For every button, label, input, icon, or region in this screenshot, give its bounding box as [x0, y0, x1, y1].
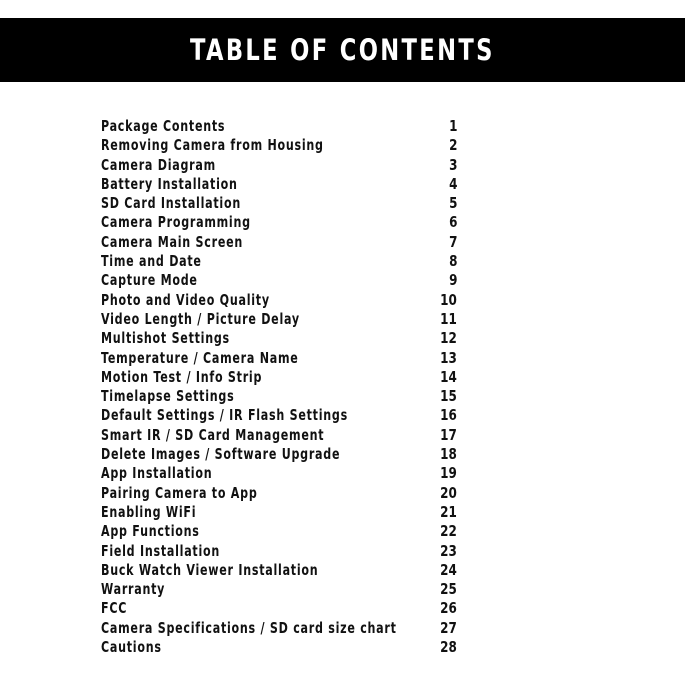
toc-entry-label: Capture Mode — [101, 271, 198, 290]
toc-entry-page-number: 17 — [440, 425, 457, 444]
page-title: TABLE OF CONTENTS — [190, 33, 495, 67]
toc-entry — [101, 561, 481, 580]
toc-entry-page-number: 22 — [440, 522, 457, 541]
toc-entry-label: FCC — [101, 599, 128, 618]
toc-entry-label: Video Length / Picture Delay — [101, 309, 300, 328]
toc-entry-label: App Functions — [101, 522, 200, 541]
toc-entry-page-number: 3 — [448, 155, 457, 174]
toc-entry-page-number: 11 — [440, 309, 457, 328]
toc-entry — [101, 252, 481, 271]
toc-entry-page-number: 5 — [448, 194, 457, 213]
toc-entry-label: Motion Test / Info Strip — [101, 367, 263, 386]
toc-entry — [101, 117, 481, 136]
toc-entry-page-number: 27 — [440, 618, 457, 637]
toc-entry-page-number: 28 — [440, 638, 457, 657]
toc-entry-page-number: 26 — [440, 599, 457, 618]
toc-entry-label: Camera Main Screen — [101, 232, 243, 251]
toc-entry — [101, 599, 481, 618]
toc-entry — [101, 387, 481, 406]
toc-entry-label: Camera Diagram — [101, 155, 216, 174]
toc-entry-label: Default Settings / IR Flash Settings — [101, 406, 348, 425]
toc-entry-page-number: 19 — [440, 464, 457, 483]
toc-entry-page-number: 9 — [448, 271, 457, 290]
toc-entry — [101, 291, 481, 310]
toc-entry-page-number: 25 — [440, 580, 457, 599]
toc-entry — [101, 233, 481, 252]
toc-entry-label: Removing Camera from Housing — [101, 136, 324, 155]
toc-entry-page-number: 12 — [440, 329, 457, 348]
toc-entry — [101, 136, 481, 155]
toc-entry — [101, 368, 481, 387]
toc-entry-page-number: 7 — [448, 232, 457, 251]
toc-entry-label: Photo and Video Quality — [101, 290, 270, 309]
toc-entry — [101, 484, 481, 503]
toc-entry — [101, 464, 481, 483]
toc-entry-page-number: 4 — [448, 174, 457, 193]
toc-entry — [101, 329, 481, 348]
toc-entry-label: SD Card Installation — [101, 194, 241, 213]
toc-entry — [101, 522, 481, 541]
toc-entry-page-number: 15 — [440, 387, 457, 406]
title-banner — [0, 18, 685, 82]
toc-entry — [101, 213, 481, 232]
toc-entry — [101, 426, 481, 445]
toc-entry-label: Battery Installation — [101, 174, 238, 193]
toc-entry-label: Camera Programming — [101, 213, 251, 232]
toc-entry-label: Multishot Settings — [101, 329, 230, 348]
toc-entry — [101, 271, 481, 290]
toc-entry-label: Timelapse Settings — [101, 387, 235, 406]
toc-entry-page-number: 14 — [440, 367, 457, 386]
toc-entry-label: App Installation — [101, 464, 213, 483]
toc-entry — [101, 503, 481, 522]
toc-entry-label: Smart IR / SD Card Management — [101, 425, 325, 444]
toc-entry-page-number: 18 — [440, 445, 457, 464]
toc-entry — [101, 310, 481, 329]
table-of-contents-list — [101, 117, 481, 657]
toc-entry — [101, 175, 481, 194]
toc-entry-label: Package Contents — [101, 117, 226, 135]
toc-entry-page-number: 8 — [448, 252, 457, 271]
toc-entry — [101, 349, 481, 368]
toc-entry-label: Enabling WiFi — [101, 502, 197, 521]
toc-entry — [101, 619, 481, 638]
toc-entry-page-number: 2 — [448, 136, 457, 155]
toc-entry-label: Temperature / Camera Name — [101, 348, 299, 367]
toc-entry-label: Cautions — [101, 638, 162, 657]
toc-entry-label: Time and Date — [101, 252, 202, 271]
toc-entry-page-number: 10 — [440, 290, 457, 309]
toc-entry-label: Pairing Camera to App — [101, 483, 258, 502]
toc-entry — [101, 638, 481, 657]
toc-entry-page-number: 13 — [440, 348, 457, 367]
toc-entry-page-number: 1 — [448, 117, 457, 135]
toc-entry-page-number: 20 — [440, 483, 457, 502]
toc-entry-page-number: 24 — [440, 560, 457, 579]
toc-entry-label: Buck Watch Viewer Installation — [101, 560, 319, 579]
toc-entry-label: Delete Images / Software Upgrade — [101, 445, 341, 464]
toc-entry — [101, 156, 481, 175]
toc-entry — [101, 445, 481, 464]
toc-entry-page-number: 23 — [440, 541, 457, 560]
toc-entry-label: Camera Specifications / SD card size chart — [101, 618, 397, 637]
toc-entry — [101, 194, 481, 213]
toc-entry — [101, 542, 481, 561]
toc-entry — [101, 406, 481, 425]
toc-entry-page-number: 6 — [448, 213, 457, 232]
toc-entry-page-number: 21 — [440, 502, 457, 521]
toc-entry-page-number: 16 — [440, 406, 457, 425]
toc-entry-label: Warranty — [101, 580, 166, 599]
toc-entry — [101, 580, 481, 599]
toc-entry-label: Field Installation — [101, 541, 221, 560]
